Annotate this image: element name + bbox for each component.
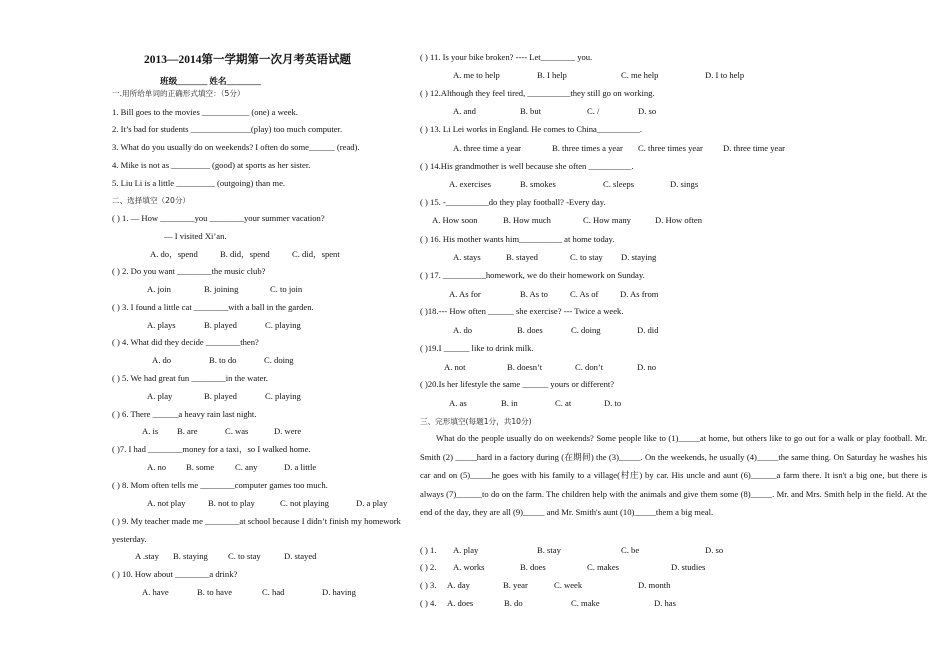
mc-question-7: ( )7. I had ________money for a taxi，so I walked home. xyxy=(112,444,311,454)
cloze-4-option-c: C. make xyxy=(571,598,600,608)
mc-2-option-b: B. joining xyxy=(204,284,239,294)
mc-8-option-c: C. not playing xyxy=(280,498,329,508)
mc-1-option-a: A. do，spend xyxy=(150,249,198,259)
mc-7-option-b: B. some xyxy=(186,462,215,472)
cloze-question-2: ( ) 2. xyxy=(420,562,437,572)
mc-question-13: ( ) 13. Li Lei works in England. He comes to China__________. xyxy=(420,124,642,134)
mc-question-10: ( ) 10. How about ________a drink? xyxy=(112,569,238,579)
mc-11-option-b: B. I help xyxy=(537,70,567,80)
cloze-3-option-a: A. day xyxy=(447,580,470,590)
cloze-2-option-c: C. makes xyxy=(587,562,619,572)
mc-14-option-a: A. exercises xyxy=(449,179,491,189)
mc-16-option-a: A. stays xyxy=(453,252,481,262)
mc-10-option-d: D. having xyxy=(322,587,356,597)
mc-19-option-a: A. not xyxy=(444,362,466,372)
cloze-question-1: ( ) 1. xyxy=(420,545,437,555)
mc-question-5: ( ) 5. We had great fun ________in the water. xyxy=(112,373,268,383)
mc-3-option-a: A. plays xyxy=(147,320,176,330)
mc-8-option-a: A. not play xyxy=(147,498,186,508)
cloze-3-option-c: C. week xyxy=(554,580,583,590)
cloze-1-option-b: B. stay xyxy=(537,545,561,555)
mc-15-option-a: A. How soon xyxy=(432,215,478,225)
mc-question-4: ( ) 4. What did they decide ________then? xyxy=(112,337,259,347)
mc-5-option-c: C. playing xyxy=(265,391,301,401)
cloze-1-option-a: A. play xyxy=(453,545,479,555)
mc-18-option-b: B. does xyxy=(517,325,543,335)
cloze-question-4: ( ) 4. xyxy=(420,598,437,608)
mc-question-14: ( ) 14.His grandmother is well because she often __________. xyxy=(420,161,634,171)
mc-12-option-c: C. / xyxy=(587,106,600,116)
mc-10-option-c: C. had xyxy=(262,587,285,597)
mc-7-option-d: D. a little xyxy=(284,462,317,472)
mc-11-option-a: A. me to help xyxy=(453,70,500,80)
mc-18-option-d: D. did xyxy=(637,325,659,335)
mc-11-option-c: C. me help xyxy=(621,70,659,80)
cloze-4-option-d: D. has xyxy=(654,598,676,608)
mc-question-18: ( )18.--- How often ______ she exercise? --- Twice a week. xyxy=(420,306,624,316)
mc-16-option-b: B. stayed xyxy=(506,252,538,262)
mc-12-option-d: D. so xyxy=(638,106,657,116)
mc-question-8: ( ) 8. Mom often tells me ________computer games too much. xyxy=(112,480,328,490)
mc-15-option-b: B. How much xyxy=(503,215,551,225)
mc-8-option-d: D. a play xyxy=(356,498,388,508)
mc-19-option-d: D. no xyxy=(637,362,657,372)
mc-4-option-b: B. to do xyxy=(209,355,237,365)
mc-18-option-c: C. doing xyxy=(571,325,601,335)
mc-16-option-c: C. to stay xyxy=(570,252,603,262)
mc-20-option-a: A. as xyxy=(449,398,467,408)
mc-6-option-b: B. are xyxy=(177,426,198,436)
mc-question-16: ( ) 16. His mother wants him__________ at home today. xyxy=(420,234,615,244)
mc-17-option-d: D. As from xyxy=(620,289,659,299)
mc-1-option-c: C. did，spent xyxy=(292,249,340,259)
cloze-1-option-c: C. be xyxy=(621,545,640,555)
mc-question-2: ( ) 2. Do you want ________the music club? xyxy=(112,266,266,276)
mc-6-option-c: C. was xyxy=(225,426,249,436)
fill-blank-4: 4. Mike is not as _________ (good) at sports as her sister. xyxy=(112,160,311,170)
exam-title: 2013—2014第一学期第一次月考英语试题 xyxy=(144,54,351,66)
mc-9-option-d: D. stayed xyxy=(284,551,317,561)
mc-18-option-a: A. do xyxy=(453,325,473,335)
mc-5-option-b: B. played xyxy=(204,391,237,401)
mc-3-option-b: B. played xyxy=(204,320,237,330)
cloze-2-option-d: D. studies xyxy=(671,562,706,572)
mc-13-option-b: B. three times a year xyxy=(552,143,623,153)
mc-question-1: ( ) 1. — How ________you ________your summer vacation? xyxy=(112,213,325,223)
section-three-heading: 三、完形填空(每题1分，共10分) xyxy=(420,417,532,426)
cloze-2-option-b: B. does xyxy=(520,562,546,572)
mc-question-3: ( ) 3. I found a little cat ________with a ball in the garden. xyxy=(112,302,314,312)
cloze-2-option-a: A. works xyxy=(453,562,485,572)
mc-20-option-b: B. in xyxy=(501,398,518,408)
mc-question-19: ( )19.I ______ like to drink milk. xyxy=(420,343,534,353)
fill-blank-3: 3. What do you usually do on weekends? I often do some______ (read). xyxy=(112,142,360,152)
mc-13-option-a: A. three time a year xyxy=(453,143,521,153)
mc-question-12: ( ) 12.Although they feel tired, __________they still go on working. xyxy=(420,88,655,98)
cloze-3-option-b: B. year xyxy=(503,580,528,590)
mc-12-option-b: B. but xyxy=(520,106,542,116)
mc-15-option-d: D. How often xyxy=(655,215,703,225)
mc-20-option-d: D. to xyxy=(604,398,622,408)
mc-17-option-c: C. As of xyxy=(570,289,599,299)
mc-3-option-c: C. playing xyxy=(265,320,301,330)
mc-7-option-c: C. any xyxy=(235,462,258,472)
cloze-question-3: ( ) 3. xyxy=(420,580,437,590)
mc-13-option-c: C. three times year xyxy=(638,143,703,153)
mc-question-1-reply: — I visited Xi’an. xyxy=(164,231,227,241)
cloze-4-option-a: A. does xyxy=(447,598,474,608)
mc-question-20: ( )20.Is her lifestyle the same ______ yours or different? xyxy=(420,379,615,389)
mc-15-option-c: C. How many xyxy=(583,215,631,225)
mc-4-option-c: C. doing xyxy=(264,355,294,365)
mc-7-option-a: A. no xyxy=(147,462,167,472)
mc-2-option-c: C. to join xyxy=(270,284,303,294)
section-one-heading: 一.用所给单词的正确形式填空：（5分） xyxy=(112,89,245,98)
mc-6-option-d: D. were xyxy=(274,426,302,436)
mc-question-11: ( ) 11. Is your bike broken? ---- Let________ you. xyxy=(420,52,593,62)
mc-10-option-b: B. to have xyxy=(197,587,233,597)
mc-question-9: ( ) 9. My teacher made me ________at school because I didn’t finish my homework yesterday. xyxy=(112,516,401,544)
fill-blank-1: 1. Bill goes to the movies ___________ (one) a week. xyxy=(112,107,298,117)
mc-question-6: ( ) 6. There ______a heavy rain last night. xyxy=(112,409,257,419)
mc-19-option-b: B. doesn’t xyxy=(507,362,543,372)
cloze-4-option-b: B. do xyxy=(504,598,523,608)
fill-blank-5: 5. Liu Li is a little _________ (outgoing) than me. xyxy=(112,178,286,188)
mc-6-option-a: A. is xyxy=(142,426,159,436)
cloze-1-option-d: D. so xyxy=(705,545,724,555)
mc-17-option-a: A. As for xyxy=(449,289,481,299)
mc-question-17: ( ) 17. __________homework, we do their homework on Sunday. xyxy=(420,270,645,280)
mc-16-option-d: D. staying xyxy=(621,252,657,262)
mc-11-option-d: D. I to help xyxy=(705,70,745,80)
cloze-passage: What do the people usually do on weekends? Some people like to (1)_____at home, but others like to go out for a walk or play football. Mr. Smith (2) _____hard in a factory during (在期间) the (3)_____. On the weekends, he usually (4)_____the same thing. On Saturday he washes his car and on (5)_____he goes with his family to a village(村庄) by car. His uncle and aunt (6)______a farm there. It isn't a big one, but there is always (7)______to do on the farm. The children help with the animals and give them some (8)_____. Mr. and Mrs. Smith help in the field. At the end of the day, they are all (9)_____ and Mr. Smith's aunt (10)_____them a big meal. xyxy=(420,433,927,518)
mc-1-option-b: B. did，spend xyxy=(220,249,270,259)
mc-5-option-a: A. play xyxy=(147,391,173,401)
mc-question-15: ( ) 15. -__________do they play football? -Every day. xyxy=(420,197,606,207)
mc-13-option-d: D. three time year xyxy=(723,143,786,153)
mc-9-option-c: C. to stay xyxy=(228,551,261,561)
mc-20-option-c: C. at xyxy=(555,398,572,408)
mc-12-option-a: A. and xyxy=(453,106,476,116)
fill-blank-2: 2. It’s bad for students ______________(play) too much computer. xyxy=(112,124,343,134)
cloze-3-option-d: D. month xyxy=(638,580,671,590)
mc-14-option-c: C. sleeps xyxy=(603,179,635,189)
mc-10-option-a: A. have xyxy=(142,587,169,597)
mc-9-option-a: A .stay xyxy=(135,551,159,561)
mc-17-option-b: B. As to xyxy=(520,289,548,299)
mc-19-option-c: C. don’t xyxy=(575,362,604,372)
mc-14-option-b: B. smokes xyxy=(520,179,556,189)
mc-8-option-b: B. not to play xyxy=(208,498,255,508)
section-two-heading: 二、选择填空（20分） xyxy=(112,196,191,205)
mc-2-option-a: A. join xyxy=(147,284,171,294)
class-name-line: 班级_______ 姓名________ xyxy=(160,76,261,86)
mc-14-option-d: D. sings xyxy=(670,179,699,189)
mc-4-option-a: A. do xyxy=(152,355,172,365)
mc-9-option-b: B. staying xyxy=(173,551,208,561)
